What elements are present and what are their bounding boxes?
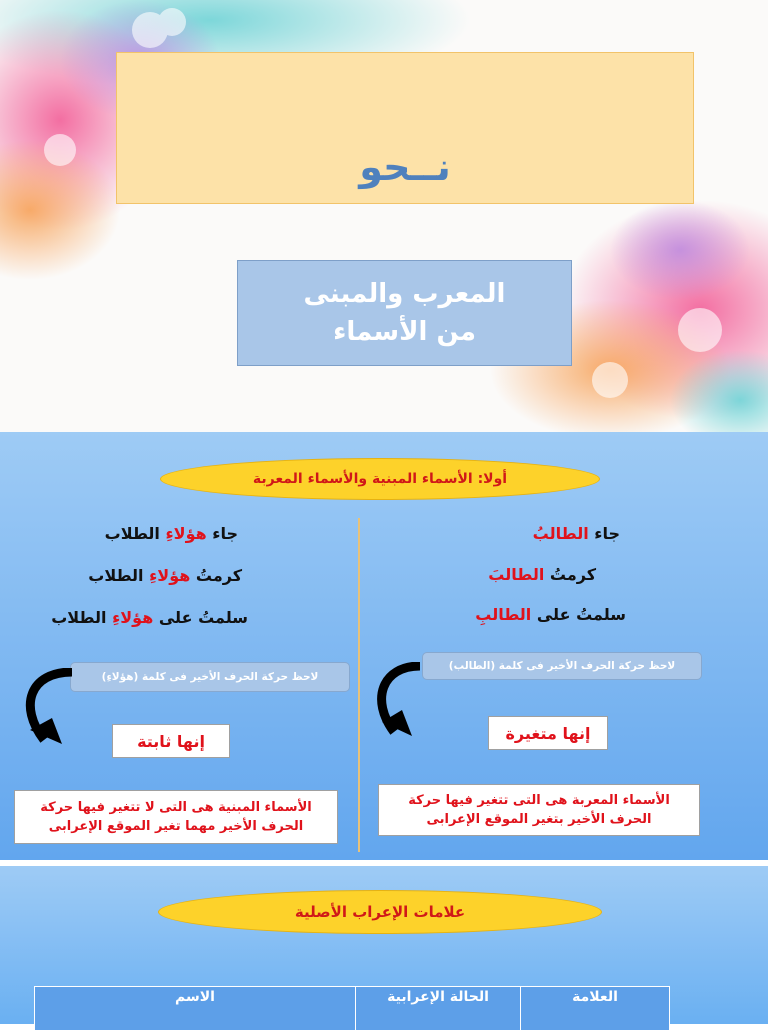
result-box-left: إنها ثابتة (112, 724, 230, 758)
highlighted-word: هؤلاءِ (149, 566, 191, 585)
sentence-right-2: كرمتُ الطالبَ (488, 565, 596, 584)
table-header: الاسم (35, 987, 356, 1031)
sentence-left-1: جاء هؤلاءِ الطلاب (104, 524, 238, 543)
curved-arrow-icon (368, 662, 428, 742)
observation-note-right: لاحظ حركة الحرف الأخير فى كلمة (الطالب) (422, 652, 702, 680)
highlighted-word: هؤلاءِ (165, 524, 207, 543)
table-header: الحالة الإعرابية (356, 987, 521, 1031)
section-heading-oval (160, 458, 600, 500)
observation-note-left: لاحظ حركة الحرف الأخير فى كلمة (هؤلاءِ) (70, 662, 350, 692)
subtitle-box (237, 260, 572, 366)
sentence-right-3: سلمتُ على الطالبِ (475, 605, 626, 624)
definition-box-right: الأسماء المعربة هى التى تتغير فيها حركة الحرف الأخير بتغير الموقع الإعرابى (378, 784, 700, 836)
subtitle-line-2: من الأسماء (333, 317, 476, 347)
marks-heading: علامات الإعراب الأصلية (294, 903, 466, 921)
curved-arrow-icon (16, 668, 76, 748)
column-divider (358, 518, 360, 852)
title-slide (0, 0, 768, 432)
sentence-left-2: كرمتُ هؤلاءِ الطلاب (88, 566, 242, 585)
subtitle-line-1: المعرب والمبنى (303, 279, 506, 309)
definition-box-left: الأسماء المبنية هى التى لا تتغير فيها حركة الحرف الأخير مهما تغير الموقع الإعرابى (14, 790, 338, 844)
title-box (116, 52, 694, 204)
sentence-right-1: جاء الطالبُ (532, 524, 620, 543)
marks-heading-oval (158, 890, 602, 934)
lesson-title: نــحو (359, 145, 451, 189)
highlighted-word: الطالبُ (532, 524, 589, 543)
sentence-left-3: سلمتُ على هؤلاءِ الطلاب (51, 608, 248, 627)
marks-table (34, 986, 670, 1031)
highlighted-word: الطالبَ (488, 565, 545, 584)
highlighted-word: هؤلاءِ (112, 608, 154, 627)
section-heading: أولا: الأسماء المبنية والأسماء المعربة (252, 471, 508, 487)
table-header: العلامة (521, 987, 670, 1031)
result-box-right: إنها متغيرة (488, 716, 608, 750)
highlighted-word: الطالبِ (475, 605, 532, 624)
